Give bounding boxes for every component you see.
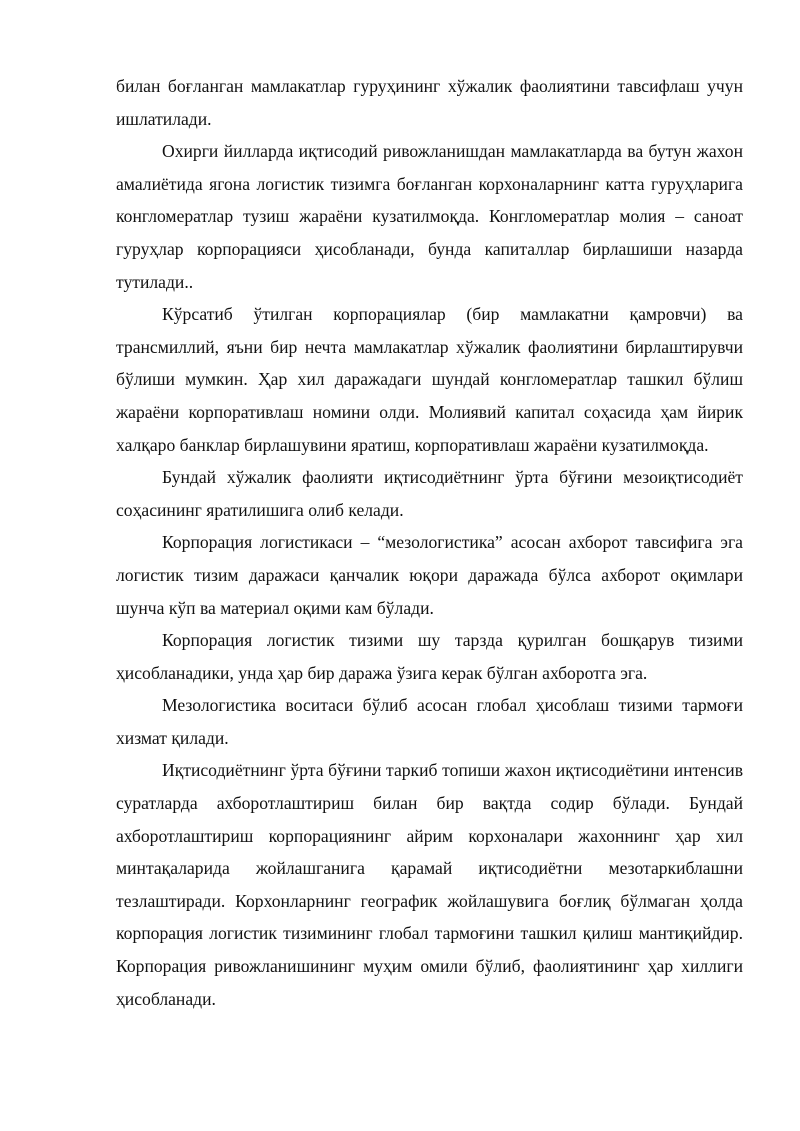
paragraph-global-network: Мезологистика воситаси бўлиб асосан глобал ҳисоблаш тизими тармоғи хизмат қилади. bbox=[116, 695, 743, 748]
paragraph-conglomerates: Охирги йилларда иқтисодий ривожланишдан мамлакатларда ва бутун жахон амалиётида ягона логистик тизимга боғланган корхоналарнинг катта гуруҳларига конгломератлар тузиш жараёни кузатилмоқда. Конгломератлар молия – саноат гуруҳлар корпорацияси ҳисобланади, бунда капиталлар бирлашиши назарда тутилади.. bbox=[116, 141, 743, 292]
paragraph-corporations: Кўрсатиб ўтилган корпорациялар (бир мамлакатни қамровчи) ва трансмиллий, яъни бир нечта мамлакатлар хўжалик фаолиятини бирлаштирувчи бўлиши мумкин. Ҳар хил даражадаги шундай конгломератлар ташкил бўлиш жараёни корпоративлаш номини олди. Молиявий капитал соҳасида ҳам йирик халқаро банклар бирлашувини яратиш, корпоративлаш жараёни кузатилмоқда. bbox=[116, 304, 743, 455]
document-page bbox=[116, 70, 743, 1015]
paragraph-mesologistics: Корпорация логистикаси – “мезологистика” асосан ахборот тавсифига эга логистик тизим даражаси қанчалик юқори даражада бўлса ахборот оқимлари шунча кўп ва материал оқими кам бўлади. bbox=[116, 532, 743, 618]
paragraph-meso-economy: Бундай хўжалик фаолияти иқтисодиётнинг ўрта бўғини мезоиқтисодиёт соҳасининг яратилишига олиб келади. bbox=[116, 467, 743, 520]
paragraph-informatization: Иқтисодиётнинг ўрта бўғини таркиб топиши жахон иқтисодиётини интенсив суратларда ахборотлаштириш билан бир вақтда содир бўлади. Бундай ахборотлаштириш корпорациянинг айрим корхоналари жахоннинг ҳар хил минтақаларида жойлашганига қарамай иқтисодиётни мезотаркиблашни тезлаштиради. Корхонларнинг географик жойлашувига боғлиқ бўлмаган ҳолда корпорация логистик тизимининг глобал тармоғини ташкил қилиш мантиқийдир. Корпорация ривожланишининг муҳим омили бўлиб, фаолиятининг ҳар хиллиги ҳисобланади. bbox=[116, 760, 743, 1009]
paragraph-management-system: Корпорация логистик тизими шу тарзда қурилган бошқарув тизими ҳисобланадики, унда ҳар бир даража ўзига керак бўлган ахборотга эга. bbox=[116, 630, 743, 683]
paragraph-continuation: билан боғланган мамлакатлар гуруҳининг хўжалик фаолиятини тавсифлаш учун ишлатилади. bbox=[116, 76, 743, 129]
